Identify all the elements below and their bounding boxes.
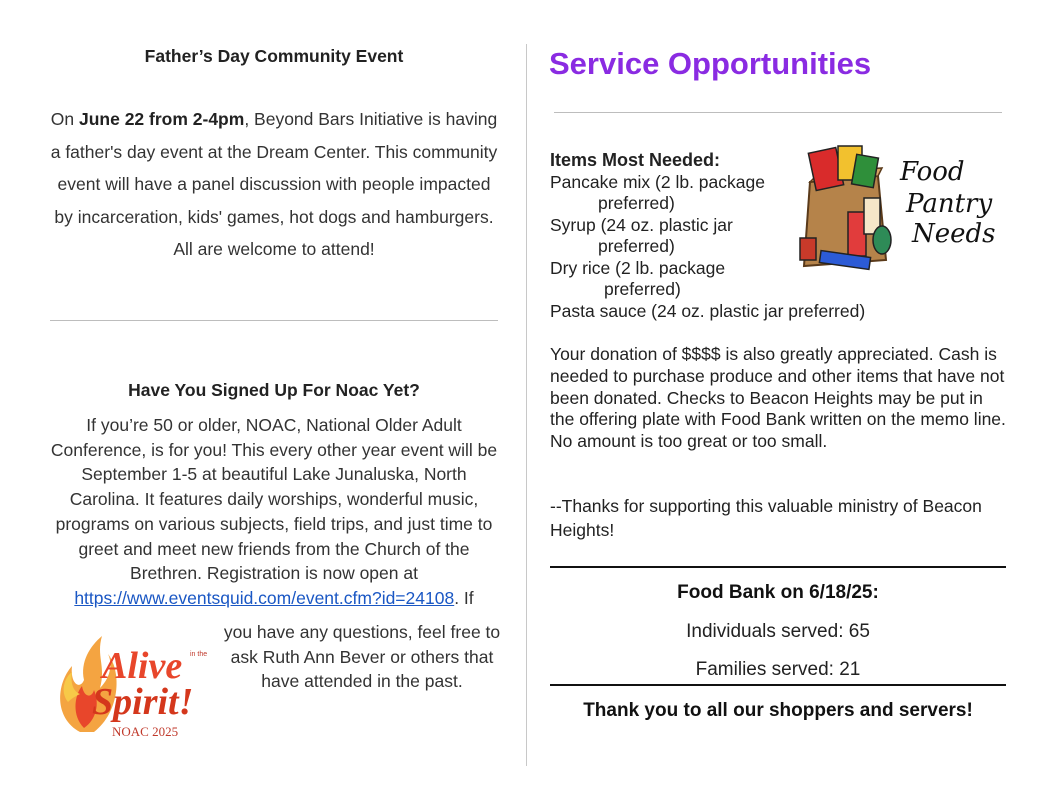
column-divider	[526, 44, 527, 766]
item-pancake-mix-cont: preferred)	[598, 193, 675, 213]
fathers-day-date: June 22 from 2-4pm	[78, 109, 245, 129]
fathers-day-section	[48, 46, 500, 266]
noac-tail-text: you have any questions, feel free to ask Ruth Ann Bever or others that have attended in the past.	[223, 622, 501, 692]
fathers-day-title: Father’s Day Community Event	[144, 46, 404, 66]
item-pasta-sauce: Pasta sauce (24 oz. plastic jar preferred)	[550, 300, 866, 321]
item-pancake-mix: Pancake mix (2 lb. package	[550, 171, 765, 192]
food-bank-bottom-rule	[550, 684, 1006, 686]
food-bank-top-rule	[550, 566, 1006, 568]
pantry-food: Food	[900, 157, 965, 187]
list-item	[550, 301, 900, 323]
logo-spirit: Spirit!	[92, 681, 194, 723]
fathers-day-welcome: All are welcome to attend!	[173, 239, 375, 259]
thanks-paragraph: --Thanks for supporting this valuable ministry of Beacon Heights!	[550, 496, 982, 540]
fathers-day-intro: On	[50, 109, 79, 129]
families-served: Families served: 21	[695, 659, 861, 680]
noac-logo	[50, 632, 214, 744]
noac-after-link: . If	[454, 587, 474, 608]
food-bank-title: Food Bank on 6/18/25:	[677, 582, 879, 603]
logo-in-the: in the	[190, 651, 208, 658]
noac-text: If you’re 50 or older, NOAC, National Older Adult Conference, is for you! This every other year event will be September 1-5 at beautiful Lake Junaluska, North Carolina. It features daily worships, wonderful music, programs on various subjects, field trips, and just time to greet and meet new friends from the Church of the Brethren. Registration is now open at	[50, 415, 498, 584]
noac-body	[48, 413, 500, 611]
pantry-needs: Needs	[912, 219, 996, 249]
service-opportunities-title: Service Opportunities	[549, 46, 872, 81]
noac-title: Have You Signed Up For Noac Yet?	[128, 380, 420, 400]
logo-alive: Alive	[102, 645, 183, 687]
items-heading: Items Most Needed:	[550, 150, 721, 170]
item-dry-rice: Dry rice (2 lb. package	[550, 257, 726, 278]
food-pantry-needs-image	[790, 142, 996, 282]
fathers-day-text: , Beyond Bars Initiative is having a father's day event at the Dream Center. This community event will have a panel discussion with people impacted by incarceration, kids' games, hot dogs and hamburgers.	[50, 109, 498, 227]
item-syrup: Syrup (24 oz. plastic jar	[550, 214, 733, 235]
item-dry-rice-cont: preferred)	[604, 279, 681, 299]
noac-section	[48, 380, 500, 611]
pantry-pantry: Pantry	[906, 189, 993, 219]
food-bank-thanks: Thank you to all our shoppers and servers!	[583, 700, 973, 721]
donation-paragraph: Your donation of $$$$ is also greatly appreciated. Cash is needed to purchase produce and other items that have not been donated. Checks to Beacon Heights may be put in the offering plate with Food Bank written on the memo line. No amount is too great or too small.	[550, 344, 1006, 452]
item-syrup-cont: preferred)	[598, 236, 675, 256]
grocery-bag-icon	[800, 146, 891, 269]
left-divider	[50, 320, 498, 321]
logo-noac-2025: NOAC 2025	[112, 724, 179, 739]
registration-link[interactable]: https://www.eventsquid.com/event.cfm?id=24108	[74, 587, 455, 608]
right-divider-top	[554, 112, 1002, 113]
fathers-day-body	[48, 103, 500, 266]
individuals-served: Individuals served: 65	[686, 621, 870, 642]
